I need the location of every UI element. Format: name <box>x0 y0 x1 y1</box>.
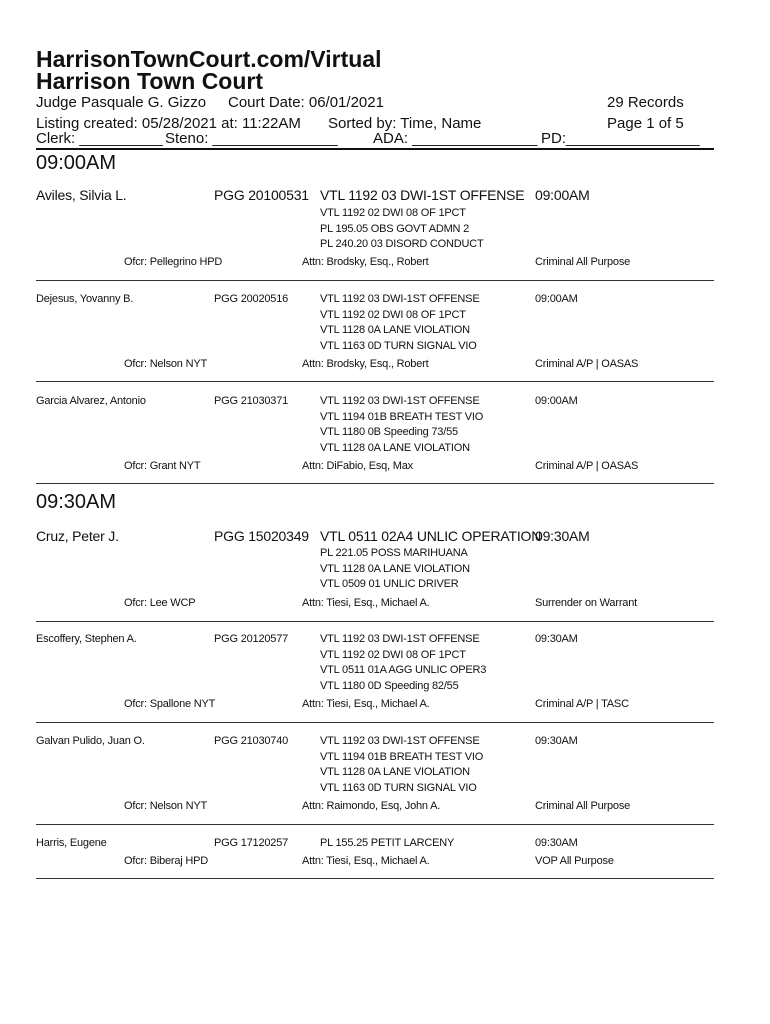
officer: Ofcr: Biberaj HPD <box>124 855 209 867</box>
judge-name: Judge Pasquale G. Gizzo <box>36 94 207 111</box>
officer: Ofcr: Pellegrino HPD <box>124 256 223 268</box>
page-title: HarrisonTownCourt.com/Virtual <box>36 46 382 72</box>
defendant-name: Galvan Pulido, Juan O. <box>36 735 145 747</box>
header-divider <box>36 148 714 150</box>
case-number: PGG 20100531 <box>214 187 309 203</box>
charge: VTL 1192 03 DWI-1ST OFFENSE <box>320 187 525 203</box>
charge: VTL 1128 0A LANE VIOLATION <box>320 441 470 454</box>
charge: PL 221.05 POSS MARIHUANA <box>320 547 468 559</box>
defendant-name: Harris, Eugene <box>36 837 107 849</box>
officer: Ofcr: Nelson NYT <box>124 358 207 370</box>
charge: VTL 1128 0A LANE VIOLATION <box>320 766 470 778</box>
court-time: 09:30AM <box>535 528 590 544</box>
defendant-name: Cruz, Peter J. <box>36 528 119 544</box>
court-date: Court Date: 06/01/2021 <box>228 94 384 111</box>
court-time: 09:30AM <box>535 837 578 849</box>
case-divider <box>36 483 714 484</box>
court-name: Harrison Town Court <box>36 68 264 94</box>
attorney: Attn: Tiesi, Esq., Michael A. <box>302 698 430 710</box>
clerk-field: Clerk: __________ <box>36 130 163 147</box>
charge: VTL 1192 03 DWI-1ST OFFENSE <box>320 633 480 645</box>
charge: VTL 1192 02 DWI 08 OF 1PCT <box>320 648 466 661</box>
listing-created: Listing created: 05/28/2021 at: 11:22AM <box>36 115 301 132</box>
attorney: Attn: Brodsky, Esq., Robert <box>302 256 429 268</box>
charge: VTL 1192 02 DWI 08 OF 1PCT <box>320 308 466 321</box>
court-time: 09:30AM <box>535 735 578 747</box>
defendant-name: Escoffery, Stephen A. <box>36 633 137 645</box>
charge: VTL 1180 0B Speeding 73/55 <box>320 426 458 438</box>
attorney: Attn: Brodsky, Esq., Robert <box>302 358 429 370</box>
time-group-heading: 09:30AM <box>36 491 117 513</box>
case-number: PGG 15020349 <box>214 528 309 544</box>
defendant-name: Dejesus, Yovanny B. <box>36 293 134 305</box>
pd-field: PD:________________ <box>541 130 700 147</box>
charge: VTL 1180 0D Speeding 82/55 <box>320 679 459 692</box>
court-time: 09:00AM <box>535 187 590 203</box>
charge: VTL 1192 03 DWI-1ST OFFENSE <box>320 395 480 407</box>
officer: Ofcr: Spallone NYT <box>124 698 216 710</box>
attorney: Attn: Tiesi, Esq., Michael A. <box>302 597 430 609</box>
court-part: Surrender on Warrant <box>535 597 637 609</box>
case-number: PGG 21030740 <box>214 735 289 747</box>
charge: PL 155.25 PETIT LARCENY <box>320 837 455 849</box>
defendant-name: Aviles, Silvia L. <box>36 187 127 203</box>
attorney: Attn: Raimondo, Esq, John A. <box>302 800 441 812</box>
attorney: Attn: DiFabio, Esq, Max <box>302 460 413 472</box>
charge: VTL 1163 0D TURN SIGNAL VIO <box>320 339 477 352</box>
court-time: 09:00AM <box>535 293 578 305</box>
court-part: Criminal All Purpose <box>535 256 631 268</box>
steno-field: Steno: _______________ <box>165 130 338 147</box>
ada-field: ADA: _______________ <box>373 130 538 147</box>
case-divider <box>36 824 714 825</box>
page-number: Page 1 of 5 <box>607 115 684 132</box>
charge: PL 240.20 03 DISORD CONDUCT <box>320 238 484 250</box>
officer: Ofcr: Lee WCP <box>124 597 196 609</box>
case-number: PGG 21030371 <box>214 395 289 407</box>
case-number: PGG 20020516 <box>214 293 289 305</box>
case-number: PGG 20120577 <box>214 633 289 645</box>
charge: VTL 1194 01B BREATH TEST VIO <box>320 410 484 423</box>
court-part: Criminal All Purpose <box>535 800 631 812</box>
case-divider <box>36 722 714 723</box>
case-divider <box>36 280 714 281</box>
charge: VTL 1192 03 DWI-1ST OFFENSE <box>320 293 480 305</box>
charge: VTL 1128 0A LANE VIOLATION <box>320 324 470 336</box>
record-count: 29 Records <box>607 94 684 111</box>
court-part: Criminal A/P | OASAS <box>535 460 639 472</box>
sorted-by: Sorted by: Time, Name <box>328 115 482 132</box>
charge: VTL 1194 01B BREATH TEST VIO <box>320 750 484 763</box>
case-divider <box>36 381 714 382</box>
time-group-heading: 09:00AM <box>36 152 117 174</box>
charge: VTL 1163 0D TURN SIGNAL VIO <box>320 781 477 794</box>
officer: Ofcr: Grant NYT <box>124 460 201 472</box>
court-part: Criminal A/P | OASAS <box>535 358 639 370</box>
attorney: Attn: Tiesi, Esq., Michael A. <box>302 855 430 867</box>
case-number: PGG 17120257 <box>214 837 289 849</box>
defendant-name: Garcia Alvarez, Antonio <box>36 395 146 407</box>
charge: VTL 0509 01 UNLIC DRIVER <box>320 578 459 590</box>
case-divider <box>36 878 714 879</box>
court-time: 09:00AM <box>535 395 578 407</box>
charge: VTL 1128 0A LANE VIOLATION <box>320 562 470 575</box>
officer: Ofcr: Nelson NYT <box>124 800 207 812</box>
charge: VTL 0511 01A AGG UNLIC OPER3 <box>320 664 487 676</box>
case-divider <box>36 621 714 622</box>
court-part: Criminal A/P | TASC <box>535 698 629 710</box>
court-part: VOP All Purpose <box>535 855 614 867</box>
charge: VTL 1192 02 DWI 08 OF 1PCT <box>320 207 466 219</box>
charge: VTL 0511 02A4 UNLIC OPERATION <box>320 528 542 544</box>
charge: PL 195.05 OBS GOVT ADMN 2 <box>320 222 470 235</box>
court-time: 09:30AM <box>535 633 578 645</box>
charge: VTL 1192 03 DWI-1ST OFFENSE <box>320 735 480 747</box>
